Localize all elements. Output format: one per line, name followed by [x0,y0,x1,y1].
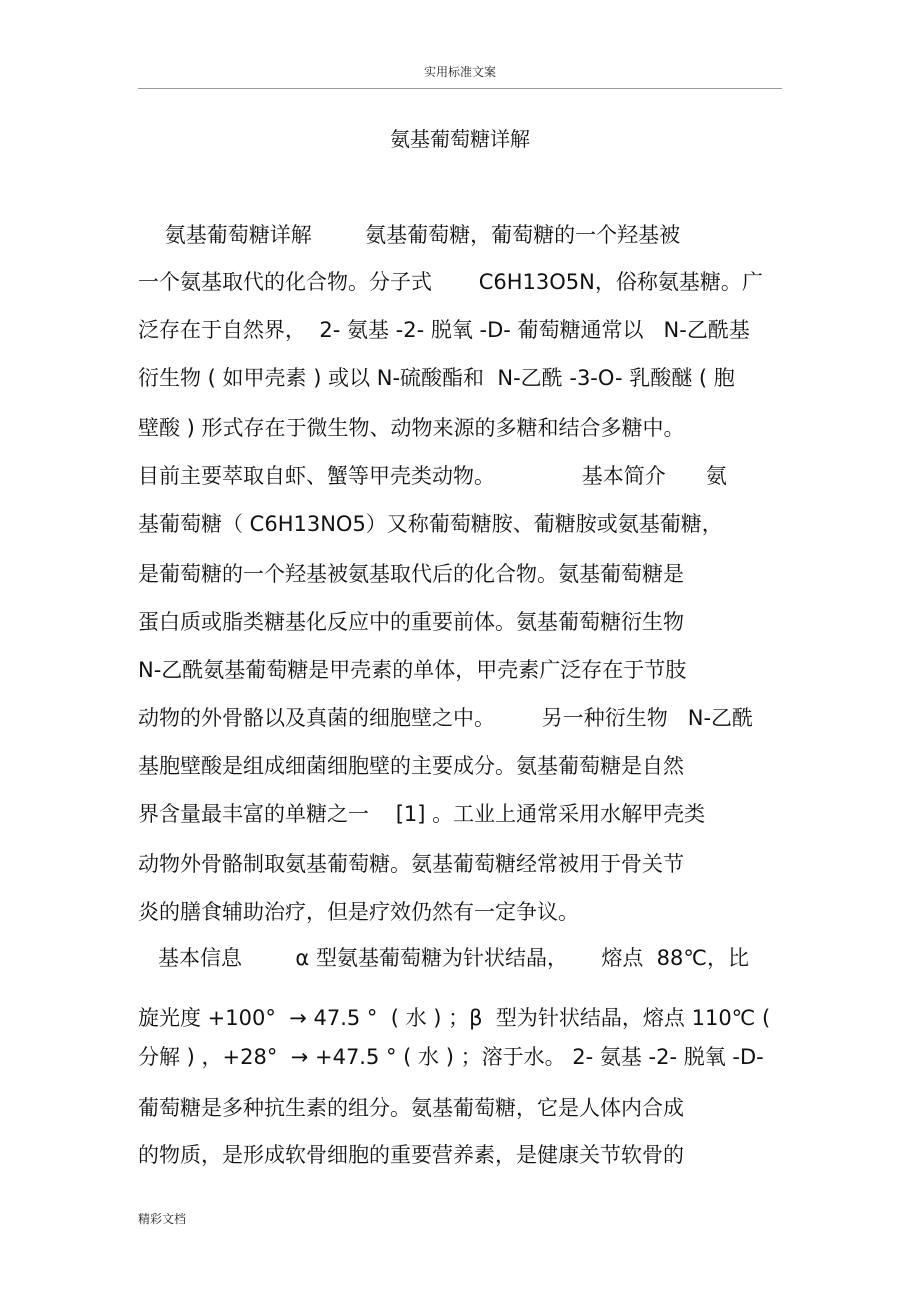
body-line: 旋光度 +100° → 47.5 ° ( 水 ) ；β 型为针状结晶，熔点 110℃ ( [138,1006,771,1030]
body-line: 氨基葡萄糖详解 氨基葡萄糖，葡萄糖的一个羟基被 [138,223,681,247]
body-line: 是葡萄糖的一个羟基被氨基取代后的化合物。氨基葡萄糖是 [138,562,684,586]
body-line: 泛存在于自然界， 2- 氨基 -2- 脱氧 -D- 葡萄糖通常以 N-乙酰基 [138,318,750,342]
body-line: 动物的外骨骼以及真菌的细胞壁之中。 另一种衍生物 N-乙酰 [138,706,754,730]
body-line: 目前主要萃取自虾、蟹等甲壳类动物。 基本简介 氨 [138,464,727,488]
body-line: 基葡萄糖（ C6H13NO5）又称葡萄糖胺、葡糖胺或氨基葡糖， [138,512,723,536]
body-line: N-乙酰氨基葡萄糖是甲壳素的单体，甲壳素广泛存在于节肢 [138,658,687,682]
body-line: 的物质，是形成软骨细胞的重要营养素，是健康关节软骨的 [138,1143,684,1167]
body-line: 分解 ) ，+28° → +47.5 ° ( 水 ) ；溶于水。 2- 氨基 -2- 脱氧 -D- [138,1045,764,1069]
body-line: 葡萄糖是多种抗生素的组分。氨基葡萄糖，它是人体内合成 [138,1096,684,1120]
page-header: 实用标准文案 [423,65,496,79]
document-title: 氨基葡萄糖详解 [390,127,530,151]
body-line: 基胞壁酸是组成细菌细胞壁的主要成分。氨基葡萄糖是自然 [138,754,684,778]
body-line: 界含量最丰富的单糖之一 [1] 。工业上通常采用水解甲壳类 [138,802,706,826]
body-line: 炎的膳食辅助治疗，但是疗效仍然有一定争议。 [138,900,579,924]
body-line: 蛋白质或脂类糖基化反应中的重要前体。氨基葡萄糖衍生物 [138,610,684,634]
body-line: 衍生物 ( 如甲壳素 ) 或以 N-硫酸酯和 N-乙酰 -3-O- 乳酸醚 ( 胞 [138,366,735,390]
body-line: 一个氨基取代的化合物。分子式 C6H13O5N，俗称氨基糖。广 [138,270,763,294]
body-line: 动物外骨骼制取氨基葡萄糖。氨基葡萄糖经常被用于骨关节 [138,852,684,876]
body-line: 壁酸 ) 形式存在于微生物、动物来源的多糖和结合多糖中。 [138,416,685,440]
page-footer: 精彩文档 [138,1212,187,1226]
body-line: 基本信息 α 型氨基葡萄糖为针状结晶， 熔点 88℃，比 [138,946,749,970]
